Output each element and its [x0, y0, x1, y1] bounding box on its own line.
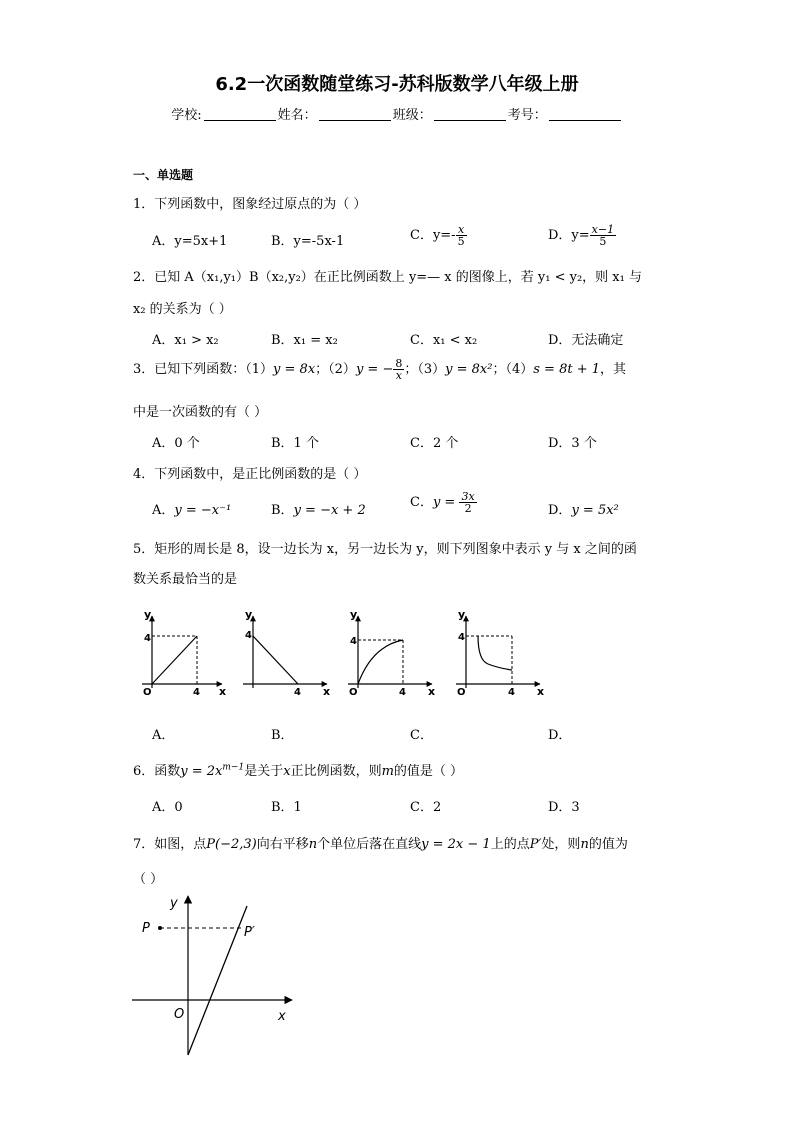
q2-stem-line2: x₂ 的关系为（ ）: [133, 302, 232, 317]
q6-option-a[interactable]: A．0: [152, 800, 183, 815]
q7-stem-line1: 7．如图，点P(−2,3)向右平移n个单位后落在直线y = 2x − 1上的点P′处，则n的值为: [133, 837, 628, 852]
svg-text:y: y: [458, 610, 466, 621]
svg-text:x: x: [323, 685, 331, 698]
q5-graph-d[interactable]: [456, 610, 544, 698]
q5-stem-line2: 数关系最恰当的是: [133, 572, 238, 587]
q3-option-c[interactable]: C．2 个: [410, 436, 459, 451]
svg-text:x: x: [537, 685, 545, 698]
q5-graphs: [130, 610, 560, 700]
q3-stem-line1: 3．已知下列函数：（1）y = 8x；（2）y = − $\frac{8}{x}$ ；（3）y = 8x²；（4）s = 8t + 1，其: [133, 357, 627, 382]
svg-text:4: 4: [458, 632, 465, 643]
q3-option-a[interactable]: A．0 个: [152, 436, 200, 451]
q7-stem-line2: （ ）: [133, 872, 164, 887]
svg-text:y: y: [170, 896, 178, 911]
q7-figure: [130, 890, 300, 1060]
svg-text:O: O: [457, 687, 466, 698]
q5-option-d[interactable]: D．: [548, 728, 572, 743]
q2-option-d[interactable]: D．无法确定: [548, 333, 624, 348]
q3-option-b[interactable]: B．1 个: [271, 436, 319, 451]
school-label: 学校:: [171, 108, 202, 123]
svg-text:4: 4: [144, 633, 151, 644]
q2-option-b[interactable]: B．x₁ = x₂: [271, 333, 338, 348]
svg-text:x: x: [428, 685, 436, 698]
section-heading: 一、单选题: [133, 168, 194, 182]
exam-label: 考号：: [507, 108, 547, 123]
q6-option-b[interactable]: B．1: [271, 800, 302, 815]
svg-text:4: 4: [193, 687, 200, 698]
svg-text:O: O: [143, 687, 152, 698]
svg-text:x: x: [278, 1009, 286, 1024]
q6-option-d[interactable]: D．3: [548, 800, 580, 815]
class-blank[interactable]: [434, 108, 506, 121]
q3-fraction: $\frac{8}{x}$: [395, 357, 403, 382]
q4-c-fraction: $\frac{3x}{2}$: [461, 490, 475, 515]
q5-option-b[interactable]: B．: [271, 728, 294, 743]
svg-text:4: 4: [245, 630, 252, 641]
svg-text:4: 4: [399, 687, 406, 698]
q2-option-c[interactable]: C．x₁ < x₂: [410, 333, 478, 348]
q5-graph-a[interactable]: [142, 610, 226, 698]
q5-graph-b[interactable]: [243, 610, 330, 698]
q1-option-d[interactable]: D．y= $\frac{x-1}{5}$: [548, 223, 615, 248]
axis-y-label: y: [144, 610, 152, 621]
name-blank[interactable]: [319, 108, 391, 121]
class-label: 班级：: [392, 108, 432, 123]
q6-stem: 6．函数$y = 2x^{m-1}$是关于x正比例函数，则m的值是（ ）: [133, 762, 464, 779]
q1-d-fraction: $\frac{x-1}{5}$: [591, 223, 615, 248]
q5-option-a[interactable]: A．: [152, 728, 175, 743]
q2-option-a[interactable]: A．x₁ > x₂: [152, 333, 219, 348]
point-p: [158, 926, 162, 930]
svg-text:4: 4: [350, 636, 357, 647]
svg-text:P′: P′: [244, 925, 255, 940]
q1-stem: 1．下列函数中，图象经过原点的为（ ）: [133, 197, 367, 212]
student-info-line: [0, 104, 794, 123]
q3-option-d[interactable]: D．3 个: [548, 436, 597, 451]
svg-text:4: 4: [294, 687, 301, 698]
q1-option-c[interactable]: C．y=- $\frac{x}{5}$: [410, 223, 465, 248]
q4-option-a[interactable]: A．y = −x⁻¹: [152, 503, 232, 518]
svg-text:O: O: [349, 687, 358, 698]
name-label: 姓名：: [277, 108, 317, 123]
exam-blank[interactable]: [549, 108, 621, 121]
q5-graph-c[interactable]: [348, 610, 435, 698]
q3-stem-line2: 中是一次函数的有（ ）: [133, 405, 268, 420]
q4-stem: 4．下列函数中，是正比例函数的是（ ）: [133, 467, 367, 482]
svg-text:x: x: [219, 685, 227, 698]
svg-text:O: O: [174, 1007, 185, 1022]
q4-option-b[interactable]: B．y = −x + 2: [271, 503, 366, 518]
page-title: 6.2一次函数随堂练习-苏科版数学八年级上册: [215, 74, 579, 95]
q2-stem-line1: 2．已知 A（x₁,y₁）B（x₂,y₂）在正比例函数上 y=— x 的图像上，若 y₁ < y₂，则 x₁ 与: [133, 270, 642, 285]
q5-stem-line1: 5．矩形的周长是 8，设一边长为 x，另一边长为 y，则下列图象中表示 y 与 x 之间的函: [133, 542, 637, 557]
q1-option-b[interactable]: B．y=-5x-1: [271, 234, 345, 249]
q6-option-c[interactable]: C．2: [410, 800, 442, 815]
svg-text:P: P: [142, 921, 150, 936]
q5-option-c[interactable]: C．: [410, 728, 433, 743]
school-blank[interactable]: [204, 108, 276, 121]
svg-text:4: 4: [508, 687, 515, 698]
q4-option-c[interactable]: C．y = $\frac{3x}{2}$: [410, 490, 475, 515]
q1-c-fraction: $\frac{x}{5}$: [457, 223, 465, 248]
svg-text:y: y: [245, 610, 253, 621]
q4-option-d[interactable]: D．y = 5x²: [548, 503, 619, 518]
q1-option-a[interactable]: A．y=5x+1: [152, 234, 228, 249]
svg-text:y: y: [350, 610, 358, 621]
